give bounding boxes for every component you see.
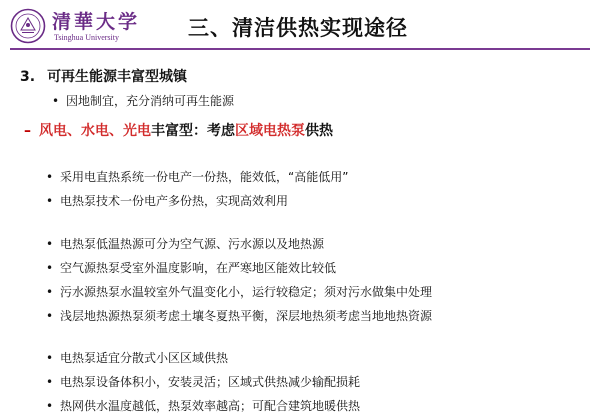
list-item-text: 电热泵适宜分散式小区区域供热 [60,351,229,365]
bullet-icon: • [46,194,54,208]
list-item [46,256,432,280]
list-item-text: 空气源热泵受室外温度影响，在严寒地区能效比较低 [60,261,337,275]
list-item [46,304,432,328]
title-divider [10,48,590,50]
bullet-group-efficiency [46,165,348,213]
page-title: 三、清洁供热实现途径 [188,16,408,40]
list-item [46,280,432,304]
list-item-text: 热网供水温度越低，热泵效率越高；可配合建筑地暖供热 [60,399,361,413]
list-item-text: 电热泵设备体积小，安装灵活；区域式供热减少输配损耗 [60,375,361,389]
bullet-icon: • [46,285,54,299]
list-item [46,165,348,189]
section-sub-bullet [52,92,234,109]
logo-chinese-name: 清華大学 [52,11,141,33]
slide-header [0,0,600,52]
callout-line [24,120,333,140]
bullet-icon: • [46,375,54,389]
list-item-text: 电热泵低温热源可分为空气源、污水源以及地热源 [60,237,325,251]
callout-text-a: 丰富型：考虑 [151,123,235,139]
list-item-text: 采用电直热系统一份电产一份热，能效低，“高能低用” [60,170,349,184]
callout-text-b: 供热 [305,123,333,139]
university-seal-icon [10,8,46,44]
bullet-group-deployment [46,346,360,415]
callout-highlight-sources: 风电、水电、光电 [39,123,151,139]
callout-highlight-heatpump: 区域电热泵 [235,123,305,139]
list-item [46,189,348,213]
bullet-icon: • [46,237,54,251]
list-item-text: 污水源热泵水温较室外气温变化小，运行较稳定；须对污水做集中处理 [60,285,433,299]
sub-bullet-text: 因地制宜，充分消纳可再生能源 [66,94,235,108]
logo-english-name: Tsinghua University [54,33,119,42]
list-item-text: 浅层地热源热泵须考虑土壤冬夏热平衡，深层地热须考虑当地地热资源 [60,309,433,323]
section-heading-text: 可再生能源丰富型城镇 [47,69,188,85]
university-logo [10,6,140,48]
bullet-icon: • [46,309,54,323]
bullet-icon: • [46,170,54,184]
list-item [46,232,432,256]
list-item [46,346,360,370]
list-item [46,370,360,394]
list-item-text: 电热泵技术一份电产多份热，实现高效利用 [60,194,289,208]
bullet-icon: • [46,399,54,413]
bullet-icon: • [46,351,54,365]
bullet-icon: • [46,261,54,275]
section-heading [20,66,187,86]
list-item [46,394,360,415]
dash-icon: – [24,123,31,139]
section-number: 3. [20,69,36,85]
bullet-group-heat-sources [46,232,432,328]
bullet-icon: • [52,94,60,108]
